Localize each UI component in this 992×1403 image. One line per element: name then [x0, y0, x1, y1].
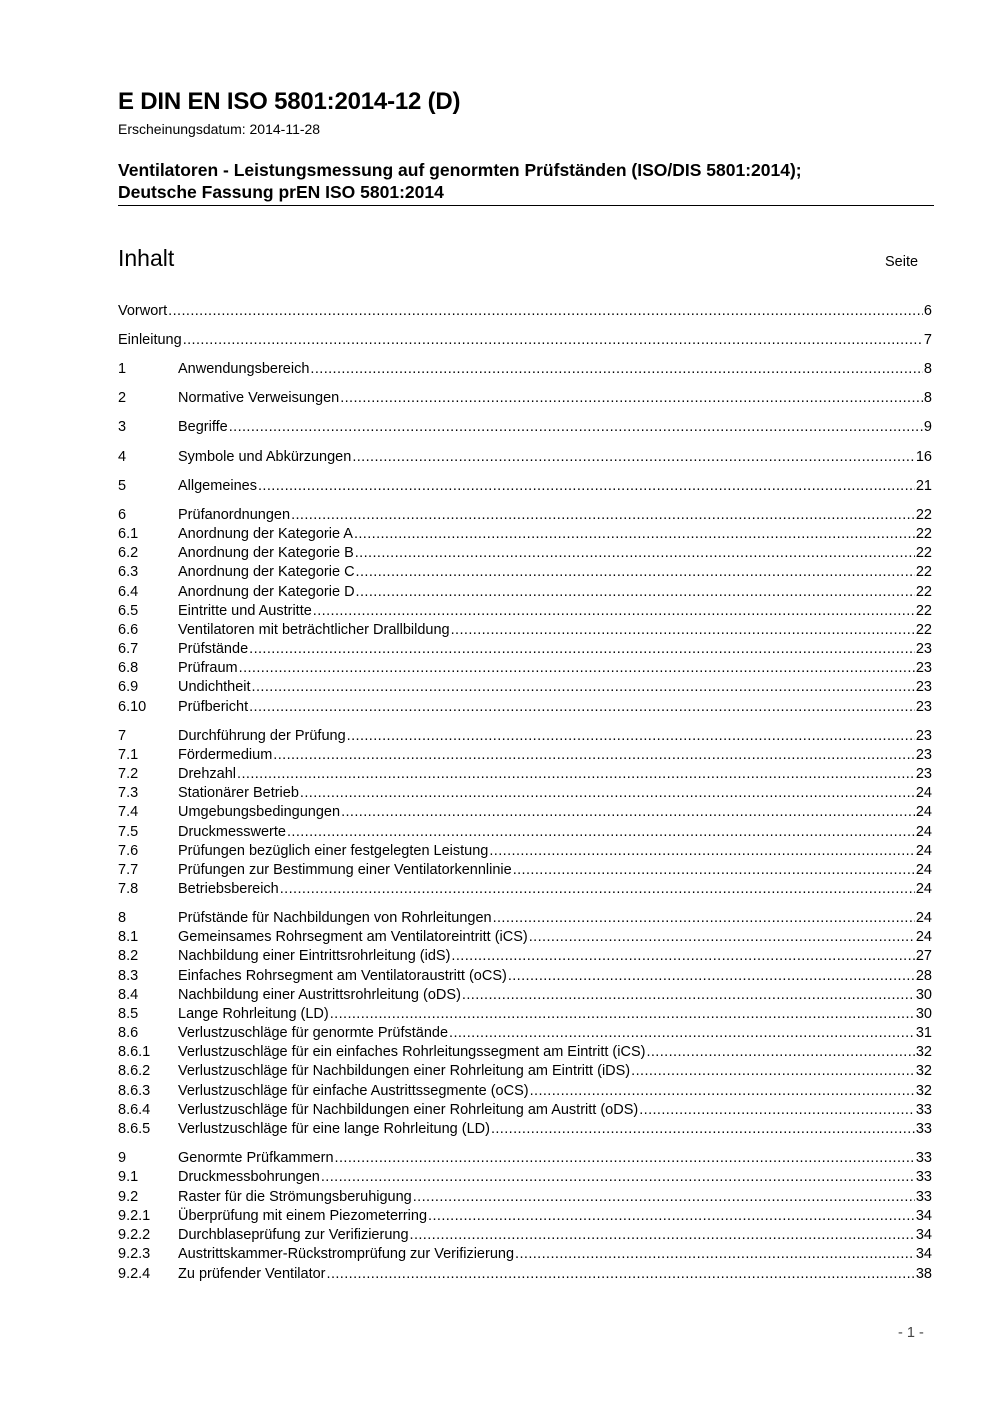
toc-entry-number: 8.2 [118, 948, 139, 964]
toc-entry-label: Druckmesswerte [178, 824, 286, 840]
toc-entry-label: Gemeinsames Rohrsegment am Ventilatoreintritt (iCS) [178, 929, 528, 945]
toc-dot-leader [330, 1005, 915, 1024]
toc-entry-label: Allgemeines [178, 478, 257, 494]
toc-entry[interactable] [118, 1043, 932, 1062]
toc-entry-number: 6.1 [118, 526, 139, 542]
toc-entry-page: 22 [915, 526, 932, 542]
toc-entry-page: 31 [915, 1025, 932, 1041]
toc-entry-page: 8 [923, 361, 932, 377]
toc-entry-number: 8.1 [118, 929, 139, 945]
toc-entry-page: 22 [915, 507, 932, 523]
toc-dot-leader [646, 1043, 914, 1062]
toc-dot-leader [249, 698, 915, 717]
toc-entry-label: Prüfanordnungen [178, 507, 291, 523]
toc-page-column-label: Seite [885, 254, 919, 270]
toc-entry-label: Drehzahl [178, 766, 237, 782]
toc-entry-page: 34 [915, 1246, 932, 1262]
toc-entry[interactable] [118, 1188, 932, 1207]
toc-dot-leader [530, 1082, 915, 1101]
toc-entry-label: Ventilatoren mit beträchtlicher Drallbildung [178, 622, 450, 638]
toc-entry-number: 7.7 [118, 862, 139, 878]
toc-dot-leader [321, 1168, 915, 1187]
toc-entry-page: 33 [915, 1169, 932, 1185]
toc-entry-number: 7.8 [118, 881, 139, 897]
toc-entry-label: Begriffe [178, 419, 228, 435]
toc-entry-number: 6.3 [118, 564, 139, 580]
toc-entry-number: 1 [118, 361, 127, 377]
toc-entry-label: Prüfungen zur Bestimmung einer Ventilatorkennlinie [178, 862, 512, 878]
toc-dot-leader [273, 746, 915, 765]
toc-entry[interactable] [118, 360, 932, 379]
toc-dot-leader [413, 1188, 915, 1207]
toc-entry[interactable] [118, 418, 932, 437]
toc-entry-number: 6.5 [118, 603, 139, 619]
toc-entry[interactable] [118, 448, 932, 467]
toc-entry[interactable] [118, 678, 932, 697]
toc-entry[interactable] [118, 1005, 932, 1024]
toc-entry[interactable] [118, 1168, 932, 1187]
toc-entry[interactable] [118, 640, 932, 659]
toc-entry[interactable] [118, 698, 932, 717]
toc-entry[interactable] [118, 602, 932, 621]
toc-entry-label: Durchblaseprüfung zur Verifizierung [178, 1227, 409, 1243]
toc-entry-label: Anordnung der Kategorie A [178, 526, 353, 542]
toc-entry-page: 38 [915, 1266, 932, 1282]
toc-entry[interactable] [118, 823, 932, 842]
toc-entry-label: Betriebsbereich [178, 881, 279, 897]
toc-entry-label: Symbole und Abkürzungen [178, 449, 352, 465]
toc-dot-leader [347, 727, 915, 746]
toc-entry-number: 6.10 [118, 699, 147, 715]
toc-entry-label: Eintritte und Austritte [178, 603, 312, 619]
toc-entry[interactable] [118, 621, 932, 640]
toc-entry-label: Zu prüfender Ventilator [178, 1266, 326, 1282]
toc-entry[interactable] [118, 803, 932, 822]
toc-entry-label: Verlustzuschläge für genormte Prüfstände [178, 1025, 449, 1041]
toc-dot-leader [335, 1149, 915, 1168]
toc-dot-leader [310, 360, 923, 379]
toc-dot-leader [355, 544, 915, 563]
toc-entry-label: Durchführung der Prüfung [178, 728, 346, 744]
toc-entry[interactable] [118, 525, 932, 544]
toc-entry-label: Prüfbericht [178, 699, 249, 715]
toc-dot-leader [515, 1245, 915, 1264]
toc-entry[interactable] [118, 1101, 932, 1120]
toc-entry[interactable] [118, 909, 932, 928]
toc-entry-number: 8.6.5 [118, 1121, 151, 1137]
toc-entry-label: Einfaches Rohrsegment am Ventilatoraustritt (oCS) [178, 968, 507, 984]
toc-entry-page: 23 [915, 679, 932, 695]
toc-entry[interactable] [118, 1207, 932, 1226]
toc-entry-number: 8.6.3 [118, 1083, 151, 1099]
toc-entry-number: 6 [118, 507, 127, 523]
toc-entry-label: Anordnung der Kategorie C [178, 564, 355, 580]
toc-entry-page: 32 [915, 1083, 932, 1099]
toc-entry-page: 24 [915, 804, 932, 820]
toc-dot-leader [239, 659, 915, 678]
toc-entry[interactable] [118, 880, 932, 899]
toc-entry[interactable] [118, 1024, 932, 1043]
toc-entry-number: 3 [118, 419, 127, 435]
toc-entry-number: 8.4 [118, 987, 139, 1003]
toc-entry-page: 16 [915, 449, 932, 465]
toc-entry[interactable] [118, 1082, 932, 1101]
toc-entry[interactable] [118, 1149, 932, 1168]
title-divider [118, 205, 934, 206]
toc-entry-label: Druckmessbohrungen [178, 1169, 320, 1185]
toc-entry-number: 7.6 [118, 843, 139, 859]
toc-dot-leader [493, 909, 915, 928]
toc-entry-label: Überprüfung mit einem Piezometerring [178, 1208, 428, 1224]
toc-entry-label: Stationärer Betrieb [178, 785, 299, 801]
toc-dot-leader [631, 1062, 915, 1081]
toc-dot-leader [356, 583, 915, 602]
toc-entry-number: 8.6.4 [118, 1102, 151, 1118]
toc-entry[interactable] [118, 967, 932, 986]
toc-entry-page: 23 [915, 728, 932, 744]
toc-entry-number: 9.2.3 [118, 1246, 151, 1262]
toc-entry-number: 7.5 [118, 824, 139, 840]
toc-entry-page: 22 [915, 564, 932, 580]
toc-entry-page: 23 [915, 766, 932, 782]
toc-dot-leader [354, 525, 915, 544]
toc-entry-page: 24 [915, 785, 932, 801]
toc-entry[interactable] [118, 1120, 932, 1139]
toc-dot-leader [428, 1207, 915, 1226]
toc-entry-label: Anordnung der Kategorie B [178, 545, 354, 561]
toc-entry-label: Verlustzuschläge für eine lange Rohrleitung (LD) [178, 1121, 490, 1137]
toc-dot-leader [258, 477, 915, 496]
toc-entry-page: 30 [915, 987, 932, 1003]
toc-entry-number: 9 [118, 1150, 127, 1166]
toc-entry-number: 2 [118, 390, 127, 406]
toc-entry-label: Vorwort [118, 303, 168, 319]
toc-dot-leader [513, 861, 915, 880]
toc-entry-page: 23 [915, 641, 932, 657]
toc-entry-number: 6.8 [118, 660, 139, 676]
toc-entry[interactable] [118, 1226, 932, 1245]
toc-entry-number: 6.9 [118, 679, 139, 695]
toc-entry-page: 30 [915, 1006, 932, 1022]
title-line-2: Deutsche Fassung prEN ISO 5801:2014 [118, 182, 444, 202]
toc-entry[interactable] [118, 928, 932, 947]
toc-entry-number: 9.2 [118, 1189, 139, 1205]
toc-entry-number: 6.7 [118, 641, 139, 657]
toc-entry-label: Nachbildung einer Eintrittsrohrleitung (idS) [178, 948, 451, 964]
toc-entry[interactable] [118, 861, 932, 880]
toc-entry-page: 24 [915, 843, 932, 859]
page-number: - 1 - [898, 1325, 924, 1341]
toc-entry[interactable] [118, 1265, 932, 1284]
document-id: E DIN EN ISO 5801:2014-12 (D) [118, 88, 461, 115]
toc-dot-leader [639, 1101, 915, 1120]
toc-entry-label: Prüfraum [178, 660, 238, 676]
toc-entry-label: Anwendungsbereich [178, 361, 310, 377]
toc-entry-label: Prüfstände für Nachbildungen von Rohrleitungen [178, 910, 492, 926]
toc-entry-page: 33 [915, 1121, 932, 1137]
toc-entry-number: 7.2 [118, 766, 139, 782]
toc-entry-label: Raster für die Strömungsberuhigung [178, 1189, 412, 1205]
toc-entry-label: Verlustzuschläge für Nachbildungen einer Rohrleitung am Austritt (oDS) [178, 1102, 639, 1118]
toc-entry-page: 34 [915, 1227, 932, 1243]
toc-entry-page: 24 [915, 862, 932, 878]
title-line-1: Ventilatoren - Leistungsmessung auf genormten Prüfständen (ISO/DIS 5801:2014); [118, 160, 802, 180]
toc-dot-leader [237, 765, 915, 784]
toc-entry-page: 7 [923, 332, 932, 348]
toc-entry-label: Umgebungsbedingungen [178, 804, 341, 820]
toc-entry-label: Prüfstände [178, 641, 249, 657]
toc-entry[interactable] [118, 746, 932, 765]
toc-entry-number: 8.6 [118, 1025, 139, 1041]
toc-entry[interactable] [118, 659, 932, 678]
toc-entry[interactable] [118, 727, 932, 746]
toc-dot-leader [313, 602, 915, 621]
toc-entry-label: Lange Rohrleitung (LD) [178, 1006, 329, 1022]
toc-entry-page: 23 [915, 660, 932, 676]
toc-entry-page: 32 [915, 1063, 932, 1079]
toc-entry[interactable] [118, 947, 932, 966]
toc-entry[interactable] [118, 1245, 932, 1264]
toc-entry[interactable] [118, 544, 932, 563]
toc-dot-leader [451, 947, 914, 966]
toc-entry-page: 22 [915, 603, 932, 619]
toc-entry-page: 24 [915, 881, 932, 897]
toc-dot-leader [327, 1265, 915, 1284]
toc-entry[interactable] [118, 302, 932, 321]
toc-dot-leader [291, 506, 915, 525]
toc-dot-leader [252, 678, 915, 697]
toc-entry[interactable] [118, 784, 932, 803]
toc-entry-page: 22 [915, 622, 932, 638]
toc-dot-leader [451, 621, 915, 640]
toc-entry-number: 6.6 [118, 622, 139, 638]
toc-dot-leader [410, 1226, 915, 1245]
toc-entry-page: 24 [915, 929, 932, 945]
toc-entry-page: 32 [915, 1044, 932, 1060]
toc-entry-label: Verlustzuschläge für einfache Austrittssegmente (oCS) [178, 1083, 529, 1099]
toc-entry-page: 22 [915, 545, 932, 561]
toc-entry-number: 4 [118, 449, 127, 465]
toc-entry-label: Austrittskammer-Rückstromprüfung zur Verifizierung [178, 1246, 515, 1262]
toc-entry[interactable] [118, 1062, 932, 1081]
toc-heading: Inhalt [118, 245, 175, 271]
toc-dot-leader [340, 389, 923, 408]
toc-entry-page: 34 [915, 1208, 932, 1224]
toc-entry[interactable] [118, 583, 932, 602]
toc-entry-page: 24 [915, 824, 932, 840]
toc-dot-leader [183, 331, 923, 350]
toc-dot-leader [356, 563, 915, 582]
toc-entry-label: Normative Verweisungen [178, 390, 340, 406]
toc-entry-label: Verlustzuschläge für Nachbildungen einer Rohrleitung am Eintritt (iDS) [178, 1063, 631, 1079]
toc-entry-number: 7.4 [118, 804, 139, 820]
toc-dot-leader [508, 967, 915, 986]
toc-entry-number: 9.2.4 [118, 1266, 151, 1282]
toc-entry[interactable] [118, 331, 932, 350]
toc-entry[interactable] [118, 563, 932, 582]
toc-dot-leader [249, 640, 915, 659]
toc-dot-leader [489, 842, 914, 861]
toc-entry-page: 23 [915, 747, 932, 763]
toc-entry-label: Fördermedium [178, 747, 273, 763]
toc-entry[interactable] [118, 765, 932, 784]
toc-entry-label: Verlustzuschläge für ein einfaches Rohrleitungssegment am Eintritt (iCS) [178, 1044, 646, 1060]
toc-entry[interactable] [118, 842, 932, 861]
toc-entry-label: Nachbildung einer Austrittsrohrleitung (oDS) [178, 987, 461, 1003]
toc-dot-leader [449, 1024, 915, 1043]
toc-dot-leader [168, 302, 923, 321]
toc-entry-number: 8.5 [118, 1006, 139, 1022]
toc-entry-page: 33 [915, 1150, 932, 1166]
toc-dot-leader [229, 418, 923, 437]
toc-dot-leader [462, 986, 915, 1005]
toc-dot-leader [529, 928, 915, 947]
toc-entry-number: 8.6.1 [118, 1044, 151, 1060]
toc-entry-number: 8.6.2 [118, 1063, 151, 1079]
toc-entry-number: 7 [118, 728, 127, 744]
toc-entry-label: Einleitung [118, 332, 182, 348]
toc-dot-leader [341, 803, 915, 822]
publication-date: Erscheinungsdatum: 2014-11-28 [118, 121, 321, 137]
toc-entry-label: Anordnung der Kategorie D [178, 584, 355, 600]
toc-entry-page: 24 [915, 910, 932, 926]
toc-dot-leader [280, 880, 915, 899]
toc-dot-leader [352, 448, 915, 467]
toc-entry-number: 8.3 [118, 968, 139, 984]
toc-dot-leader [300, 784, 915, 803]
toc-entry-page: 8 [923, 390, 932, 406]
document-title [118, 159, 934, 203]
toc-entry-label: Undichtheit [178, 679, 251, 695]
toc-entry-page: 9 [923, 419, 932, 435]
toc-entry-number: 6.4 [118, 584, 139, 600]
toc-entry-number: 7.3 [118, 785, 139, 801]
toc-entry-number: 9.2.2 [118, 1227, 151, 1243]
toc-entry-page: 28 [915, 968, 932, 984]
toc-entry[interactable] [118, 477, 932, 496]
toc-entry-number: 9.1 [118, 1169, 139, 1185]
toc-entry-page: 6 [923, 303, 932, 319]
toc-entry-number: 8 [118, 910, 127, 926]
toc-entry[interactable] [118, 389, 932, 408]
toc-dot-leader [287, 823, 915, 842]
toc-entry[interactable] [118, 506, 932, 525]
toc-entry[interactable] [118, 986, 932, 1005]
toc-entry-page: 22 [915, 584, 932, 600]
toc-entry-page: 27 [915, 948, 932, 964]
toc-entry-page: 21 [915, 478, 932, 494]
toc-entry-label: Prüfungen bezüglich einer festgelegten Leistung [178, 843, 489, 859]
toc-entry-page: 33 [915, 1189, 932, 1205]
toc-entry-page: 23 [915, 699, 932, 715]
toc-entry-label: Genormte Prüfkammern [178, 1150, 334, 1166]
toc-entry-number: 5 [118, 478, 127, 494]
toc-entry-number: 6.2 [118, 545, 139, 561]
toc-entry-number: 9.2.1 [118, 1208, 151, 1224]
toc-dot-leader [491, 1120, 915, 1139]
toc-entry-number: 7.1 [118, 747, 139, 763]
toc-entry-page: 33 [915, 1102, 932, 1118]
